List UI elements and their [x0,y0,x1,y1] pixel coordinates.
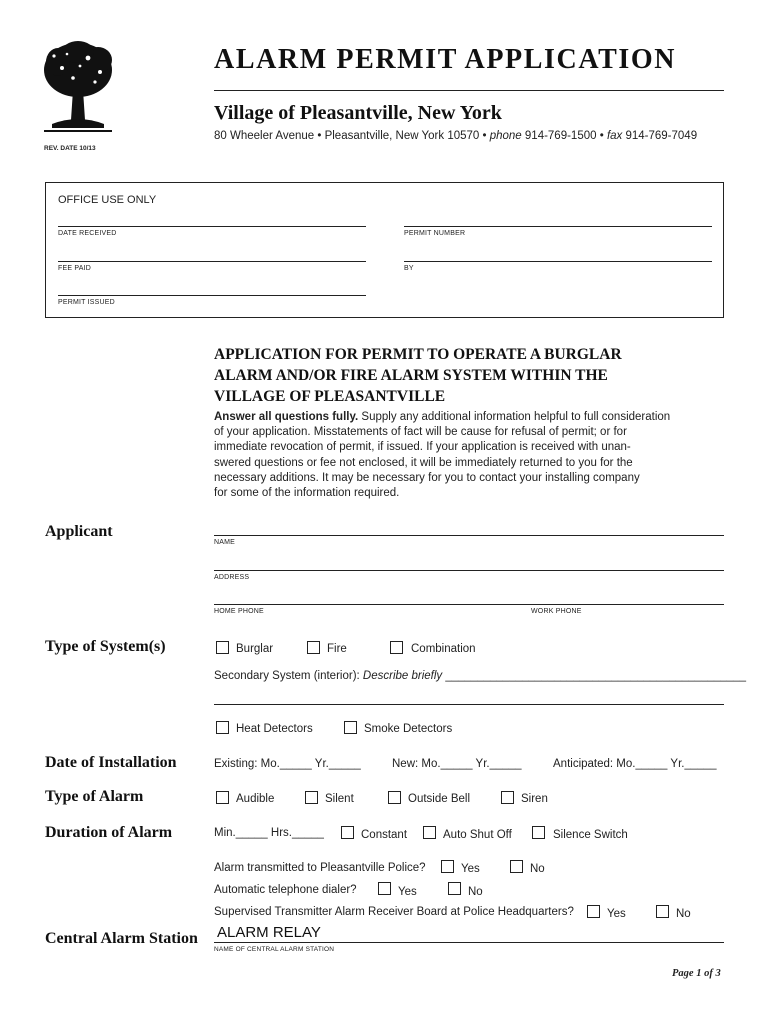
silence-switch-label: Silence Switch [553,829,628,841]
fire-checkbox[interactable] [307,641,320,654]
duration-min-hrs-field[interactable]: Min._____ Hrs._____ [214,827,324,839]
address-label: ADDRESS [214,574,250,581]
instructions-rest: Supply any additional information helpful to full consideration [358,411,671,423]
telephone-dialer-no-checkbox[interactable] [448,882,461,895]
constant-label: Constant [361,829,408,841]
instructions-bold: Answer all questions fully. [214,411,359,423]
burglar-label: Burglar [236,643,274,655]
rev-date: REV. DATE 10/13 [44,145,96,152]
application-heading [214,344,622,407]
existing-date-field[interactable]: Existing: Mo._____ Yr._____ [214,758,361,770]
silent-checkbox[interactable] [305,791,318,804]
by-label: BY [404,265,414,272]
permit-number-label: PERMIT NUMBER [404,230,466,237]
name-label: NAME [214,539,236,546]
silence-switch-checkbox[interactable] [532,826,545,839]
receiver-board-question: Supervised Transmitter Alarm Receiver Board at Police Headquarters? [214,906,574,918]
audible-checkbox[interactable] [216,791,229,804]
central-alarm-station-label: Central Alarm Station [45,930,198,947]
telephone-dialer-question: Automatic telephone dialer? [214,884,357,896]
siren-label: Siren [521,793,548,805]
receiver-board-yes-label: Yes [607,908,626,920]
permit-issued-label: PERMIT ISSUED [58,299,115,306]
fee-paid-line[interactable] [58,261,366,262]
work-phone-label: WORK PHONE [531,608,582,615]
instructions-line-1 [214,410,714,425]
fax-label: fax [606,130,623,142]
telephone-dialer-yes-checkbox[interactable] [378,882,391,895]
police-transmit-no-checkbox[interactable] [510,860,523,873]
police-transmit-yes-checkbox[interactable] [441,860,454,873]
address-text: 80 Wheeler Avenue • Pleasantville, New York 10570 • [214,130,490,142]
secondary-system-hint: Describe briefly [362,670,443,682]
permit-issued-line[interactable] [58,295,366,296]
auto-shut-off-label: Auto Shut Off [443,829,512,841]
date-received-label: DATE RECEIVED [58,230,117,237]
type-of-system-label: Type of System(s) [45,638,166,655]
date-received-line[interactable] [58,226,366,227]
address-field[interactable] [214,570,724,571]
receiver-board-yes-checkbox[interactable] [587,905,600,918]
instructions-line-6: for some of the information required. [214,487,400,500]
office-use-title: OFFICE USE ONLY [58,194,157,206]
heading-line-2: ALARM AND/OR FIRE ALARM SYSTEM WITHIN THE [214,367,608,384]
type-of-alarm-label: Type of Alarm [45,788,144,805]
duration-of-alarm-label: Duration of Alarm [45,824,173,841]
permit-number-line[interactable] [404,226,712,227]
combination-checkbox[interactable] [390,641,403,654]
auto-shut-off-checkbox[interactable] [423,826,436,839]
heat-detectors-checkbox[interactable] [216,721,229,734]
village-seal-logo [40,40,116,138]
telephone-dialer-no-label: No [468,886,483,898]
receiver-board-no-label: No [676,908,691,920]
fax-number: 914-769-7049 [622,130,698,142]
combination-label: Combination [411,643,476,655]
police-transmit-yes-label: Yes [461,863,480,875]
applicant-label: Applicant [45,523,113,540]
anticipated-date-field[interactable]: Anticipated: Mo._____ Yr._____ [553,758,717,770]
smoke-detectors-checkbox[interactable] [344,721,357,734]
village-name: Village of Pleasantville, New York [214,102,502,124]
instructions-line-5: necessary additions. It may be necessary for you to contact your installing company [214,471,640,484]
instructions-line-4: swered questions or fee not enclosed, it will be immediately returned to you for the [214,456,633,469]
home-phone-label: HOME PHONE [214,608,264,615]
by-line[interactable] [404,261,712,262]
date-of-installation-label: Date of Installation [45,754,177,771]
secondary-system-blank: _______________________________________________ [442,670,746,682]
receiver-board-no-checkbox[interactable] [656,905,669,918]
name-field[interactable] [214,535,724,536]
secondary-system-field[interactable] [214,704,724,705]
page-number: Page 1 of 3 [672,968,721,979]
secondary-system-line[interactable] [214,670,746,682]
home-phone-field[interactable] [214,604,724,605]
instructions [214,410,714,501]
burglar-checkbox[interactable] [216,641,229,654]
new-date-field[interactable]: New: Mo._____ Yr._____ [392,758,522,770]
smoke-detectors-label: Smoke Detectors [364,723,453,735]
police-transmit-no-label: No [530,863,545,875]
heading-line-1: APPLICATION FOR PERMIT TO OPERATE A BURGLAR [214,346,622,363]
telephone-dialer-yes-label: Yes [398,886,417,898]
instructions-line-3: immediate revocation of permit, if issued. If your application is received with unan- [214,441,631,454]
fee-paid-label: FEE PAID [58,265,91,272]
outside-bell-label: Outside Bell [408,793,471,805]
outside-bell-checkbox[interactable] [388,791,401,804]
silent-label: Silent [325,793,354,805]
police-transmit-question: Alarm transmitted to Pleasantville Police? [214,862,426,874]
constant-checkbox[interactable] [341,826,354,839]
page-title: ALARM PERMIT APPLICATION [214,44,677,75]
siren-checkbox[interactable] [501,791,514,804]
instructions-line-2: of your application. Misstatements of fact will be cause for refusal of permit; or for [214,426,627,439]
heading-line-3: VILLAGE OF PLEASANTVILLE [214,388,446,405]
heat-detectors-label: Heat Detectors [236,723,313,735]
phone-number: 914-769-1500 • [521,130,607,142]
audible-label: Audible [236,793,275,805]
central-alarm-station-caption: NAME OF CENTRAL ALARM STATION [214,946,335,953]
fire-label: Fire [327,643,347,655]
contact-line [214,130,697,142]
central-alarm-station-value[interactable]: ALARM RELAY [217,924,321,941]
title-rule [214,90,724,91]
secondary-system-label: Secondary System (interior): [214,670,363,682]
central-alarm-station-field[interactable] [214,942,724,943]
phone-label: phone [489,130,522,142]
